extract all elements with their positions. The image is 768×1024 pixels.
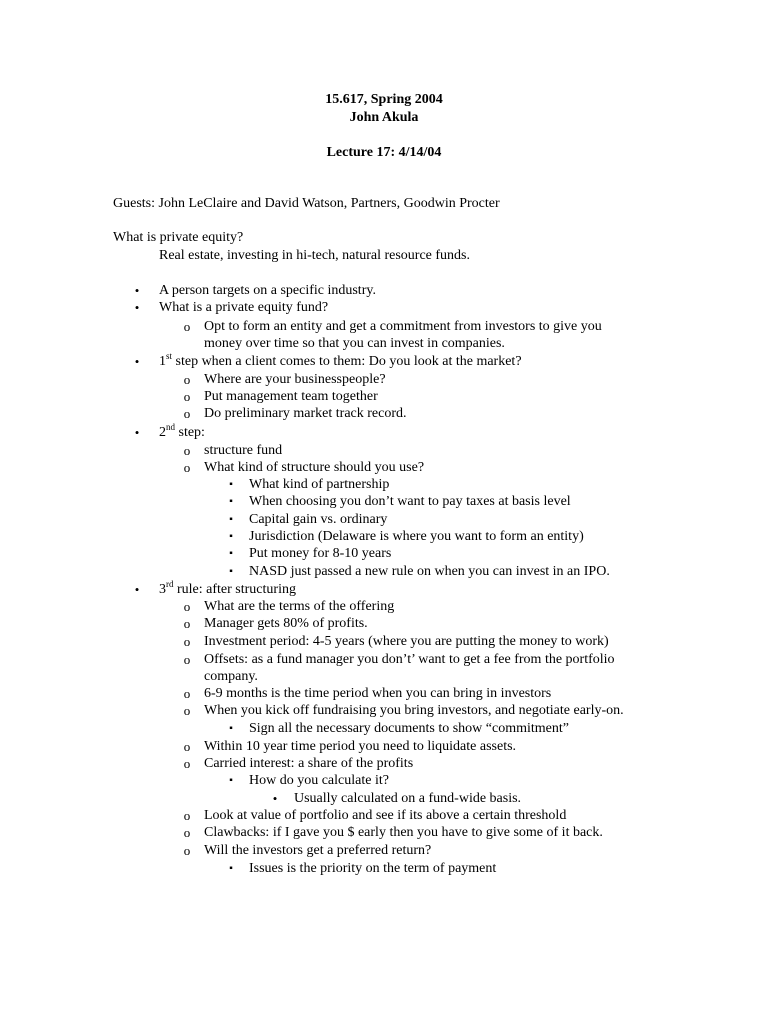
list-item: Within 10 year time period you need to liquidate assets. (204, 739, 517, 754)
circle-marker: o (183, 443, 191, 458)
list-item: Clawbacks: if I gave you $ early then you have to give some of it back. (204, 825, 603, 840)
circle-marker: o (183, 843, 191, 858)
list-item: Do preliminary market track record. (204, 406, 407, 421)
square-marker: ▪ (229, 479, 233, 490)
step-number: 3 (159, 582, 166, 597)
list-item: Put management team together (204, 389, 378, 404)
square-marker: ▪ (229, 496, 233, 507)
list-item (159, 581, 296, 598)
square-marker: ▪ (229, 531, 233, 542)
circle-marker: o (183, 599, 191, 614)
bullet-marker: • (134, 283, 140, 298)
list-item: Investment period: 4-5 years (where you are putting the money to work) (204, 634, 609, 649)
square-marker: ▪ (229, 548, 233, 559)
list-item: What is a private equity fund? (159, 300, 329, 315)
circle-marker: o (183, 460, 191, 475)
step-text: step: (175, 425, 205, 440)
circle-marker: o (183, 686, 191, 701)
square-marker: ▪ (229, 863, 233, 874)
circle-marker: o (183, 389, 191, 404)
list-item: Carried interest: a share of the profits (204, 756, 414, 771)
list-item: What kind of structure should you use? (204, 460, 425, 475)
author-name: John Akula (349, 110, 419, 125)
circle-marker: o (183, 616, 191, 631)
list-item: Offsets: as a fund manager you don’t’ want to get a fee from the portfolio (204, 652, 615, 667)
question-line: What is private equity? (113, 230, 244, 245)
list-item: Where are your businesspeople? (204, 372, 386, 387)
circle-marker: o (183, 372, 191, 387)
list-item: Opt to form an entity and get a commitment from investors to give you (204, 319, 602, 334)
bullet-marker: • (134, 354, 140, 369)
square-marker: ▪ (229, 514, 233, 525)
circle-marker: o (183, 756, 191, 771)
square-marker: ▪ (229, 775, 233, 786)
list-item: NASD just passed a new rule on when you can invest in an IPO. (249, 564, 610, 579)
list-item: Issues is the priority on the term of payment (249, 861, 497, 876)
list-item: Capital gain vs. ordinary (249, 512, 388, 527)
list-item: Sign all the necessary documents to show “commitment” (249, 721, 569, 736)
list-item: 6-9 months is the time period when you can bring in investors (204, 686, 552, 701)
step-number: 1 (159, 354, 166, 369)
circle-marker: o (183, 825, 191, 840)
list-item: Look at value of portfolio and see if its above a certain threshold (204, 808, 567, 823)
list-item: Usually calculated on a fund-wide basis. (294, 791, 522, 806)
course-title: 15.617, Spring 2004 (325, 92, 443, 107)
bullet-marker: • (134, 425, 140, 440)
bullet-marker: • (272, 791, 278, 806)
circle-marker: o (183, 319, 191, 334)
step-number: 2 (159, 425, 166, 440)
list-item: What kind of partnership (249, 477, 390, 492)
circle-marker: o (183, 634, 191, 649)
list-item: Will the investors get a preferred return? (204, 843, 432, 858)
list-item (159, 353, 522, 370)
ordinal-suffix: st (166, 351, 173, 361)
list-item: Jurisdiction (Delaware is where you want to form an entity) (249, 529, 584, 544)
circle-marker: o (183, 808, 191, 823)
square-marker: ▪ (229, 723, 233, 734)
step-text: rule: after structuring (173, 582, 296, 597)
circle-marker: o (183, 703, 191, 718)
list-item: What are the terms of the offering (204, 599, 395, 614)
list-item: When choosing you don’t want to pay taxes at basis level (249, 494, 571, 509)
list-item: Put money for 8-10 years (249, 546, 392, 561)
circle-marker: o (183, 652, 191, 667)
step-text: step when a client comes to them: Do you look at the market? (172, 354, 522, 369)
lecture-title: Lecture 17: 4/14/04 (326, 145, 442, 160)
list-item (159, 424, 205, 441)
bullet-marker: • (134, 582, 140, 597)
list-item: Manager gets 80% of profits. (204, 616, 368, 631)
list-item: How do you calculate it? (249, 773, 389, 788)
list-item: structure fund (204, 443, 283, 458)
list-item: A person targets on a specific industry. (159, 283, 376, 298)
list-item-continuation: company. (204, 669, 258, 684)
list-item: When you kick off fundraising you bring investors, and negotiate early-on. (204, 703, 624, 718)
square-marker: ▪ (229, 566, 233, 577)
ordinal-suffix: nd (166, 422, 175, 432)
ordinal-suffix: rd (166, 579, 174, 589)
circle-marker: o (183, 739, 191, 754)
bullet-marker: • (134, 300, 140, 315)
list-item-continuation: money over time so that you can invest in companies. (204, 336, 505, 351)
guests-line: Guests: John LeClaire and David Watson, Partners, Goodwin Procter (113, 196, 500, 211)
answer-line: Real estate, investing in hi-tech, natural resource funds. (159, 248, 471, 263)
circle-marker: o (183, 406, 191, 421)
